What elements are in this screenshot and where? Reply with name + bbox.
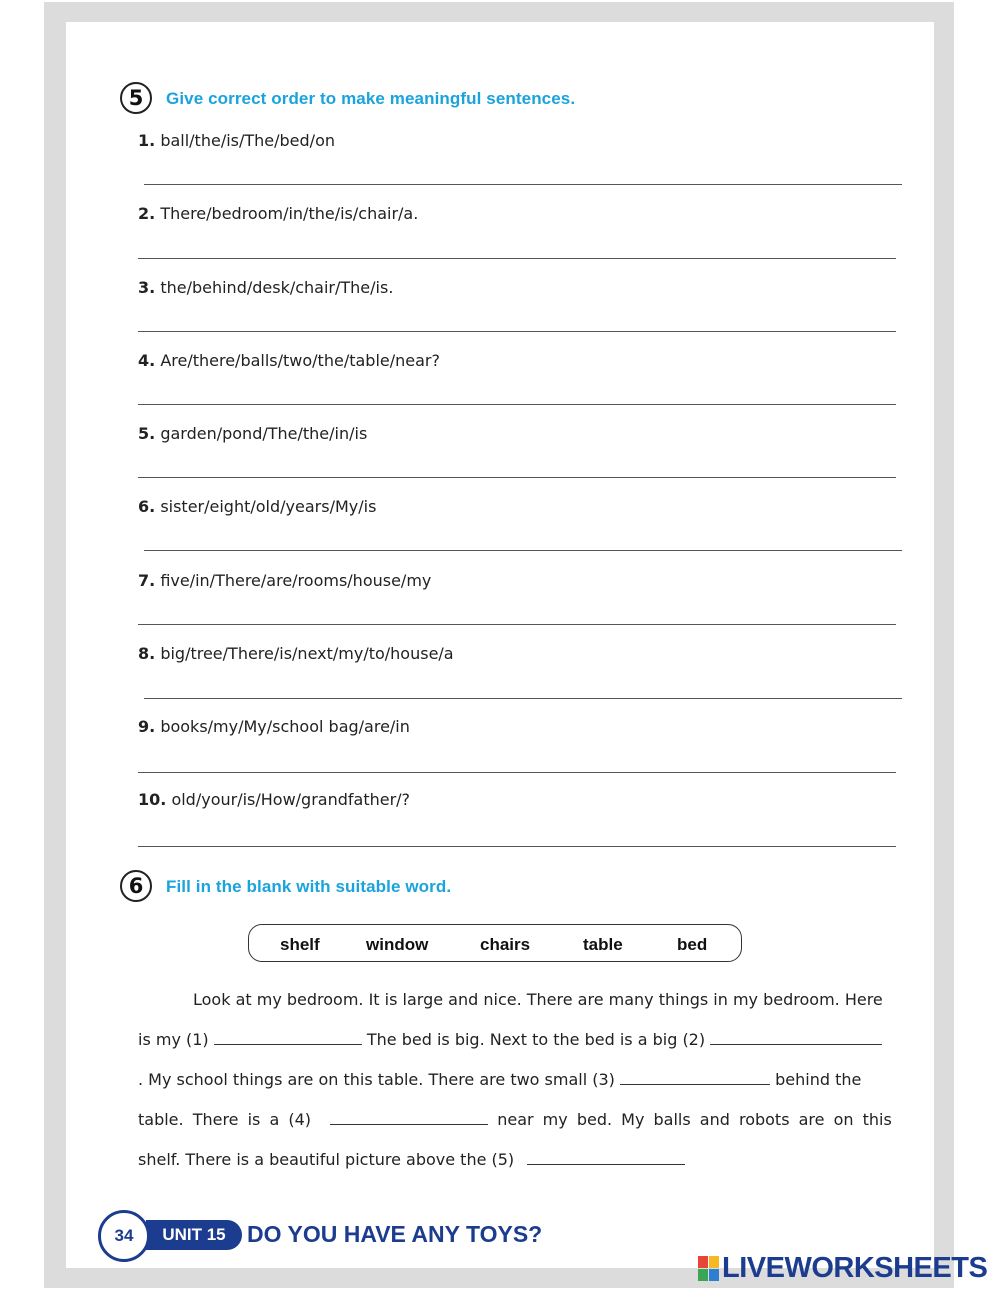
blank-5[interactable] — [527, 1150, 685, 1165]
paragraph-line-5: shelf. There is a beautiful picture above the (5) — [138, 1140, 882, 1180]
paragraph-line-2: is my (1) The bed is big. Next to the bed is a big (2) — [138, 1020, 882, 1060]
sentence-item-4: 4. Are/there/balls/two/the/table/near? — [138, 351, 440, 370]
section-5-number: 5 — [120, 82, 152, 114]
answer-line-4[interactable] — [138, 404, 896, 405]
page-number: 34 — [98, 1210, 150, 1262]
sentence-item-5: 5. garden/pond/The/the/in/is — [138, 424, 368, 443]
sentence-item-1: 1. ball/the/is/The/bed/on — [138, 131, 335, 150]
unit-label: UNIT 15 — [146, 1220, 242, 1250]
word-bank-item: table — [583, 935, 623, 954]
paragraph-line-1: Look at my bedroom. It is large and nice. There are many things in my bedroom. Here — [193, 990, 883, 1009]
sentence-item-10: 10. old/your/is/How/grandfather/? — [138, 790, 411, 809]
paragraph-line-3: . My school things are on this table. There are two small (3) behind the — [138, 1070, 862, 1089]
paragraph-line-4: table. There is a (4) near my bed. My balls and robots are on this — [138, 1110, 892, 1129]
answer-line-10[interactable] — [138, 846, 896, 847]
answer-line-9[interactable] — [138, 772, 896, 773]
answer-line-2[interactable] — [138, 258, 896, 259]
sentence-item-7: 7. five/in/There/are/rooms/house/my — [138, 571, 432, 590]
sentence-item-8: 8. big/tree/There/is/next/my/to/house/a — [138, 644, 454, 663]
blank-1[interactable] — [214, 1030, 362, 1045]
word-bank-item: chairs — [480, 935, 531, 954]
fill-in-paragraph — [138, 980, 892, 1180]
answer-line-7[interactable] — [138, 624, 896, 625]
answer-line-6[interactable] — [144, 550, 902, 551]
blank-4[interactable] — [330, 1110, 488, 1125]
unit-title: DO YOU HAVE ANY TOYS? — [247, 1221, 543, 1247]
word-bank-item: bed — [677, 935, 708, 954]
answer-line-5[interactable] — [138, 477, 896, 478]
answer-line-8[interactable] — [144, 698, 902, 699]
sentence-item-9: 9. books/my/My/school bag/are/in — [138, 717, 410, 736]
blank-3[interactable] — [620, 1070, 770, 1085]
sentence-item-6: 6. sister/eight/old/years/My/is — [138, 497, 377, 516]
word-bank — [248, 924, 742, 962]
answer-line-1[interactable] — [144, 184, 902, 185]
liveworksheets-watermark: LIVEWORKSHEETS — [722, 1252, 988, 1284]
answer-line-3[interactable] — [138, 331, 896, 332]
sentence-item-2: 2. There/bedroom/in/the/is/chair/a. — [138, 204, 419, 223]
section-5-title: Give correct order to make meaningful sentences. — [166, 89, 576, 108]
word-bank-item: shelf — [280, 935, 320, 954]
word-bank-item: window — [366, 935, 429, 954]
blank-2[interactable] — [710, 1030, 882, 1045]
sentence-item-3: 3. the/behind/desk/chair/The/is. — [138, 278, 394, 297]
section-6-number: 6 — [120, 870, 152, 902]
liveworksheets-logo-icon — [698, 1256, 720, 1282]
section-6-title: Fill in the blank with suitable word. — [166, 877, 452, 896]
